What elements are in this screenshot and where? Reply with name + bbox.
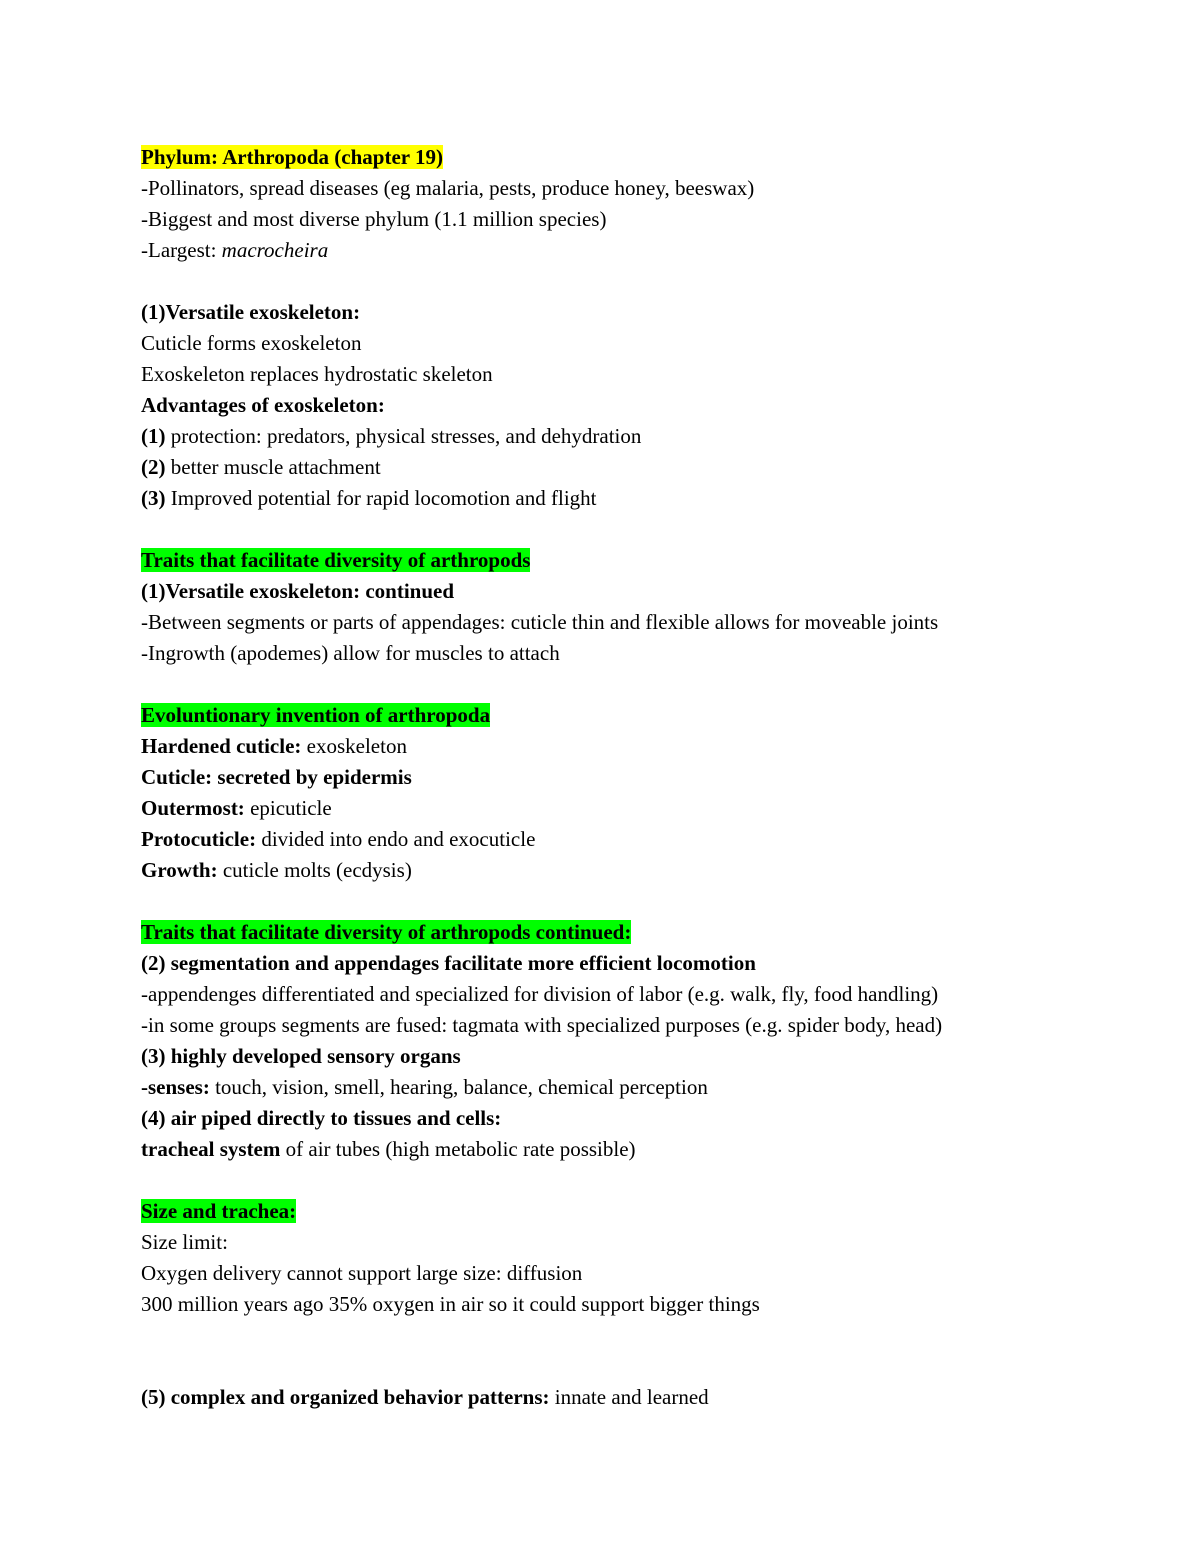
size-line-1: Size limit: [141, 1230, 228, 1254]
document-page [141, 142, 1141, 1413]
sensory-heading: (3) highly developed sensory organs [141, 1044, 461, 1068]
advantage-text: Improved potential for rapid locomotion and flight [165, 486, 597, 510]
advantages-heading-line [141, 390, 1141, 421]
advantage-text: protection: predators, physical stresses, and dehydration [165, 424, 642, 448]
advantage-text: better muscle attachment [165, 455, 381, 479]
evolution-item [141, 762, 1141, 793]
evolution-heading-line [141, 700, 1141, 731]
size-line-3: 300 million years ago 35% oxygen in air so it could support bigger things [141, 1292, 760, 1316]
tracheal-label: tracheal system [141, 1137, 281, 1161]
behavior-text: innate and learned [549, 1385, 709, 1409]
advantage-number: (1) [141, 424, 166, 448]
largest-species: macrocheira [221, 238, 329, 262]
evolution-item-label: Cuticle: secreted by epidermis [141, 765, 412, 789]
exoskeleton-heading-line [141, 297, 1141, 328]
evolution-item-label: Outermost: [141, 796, 245, 820]
behavior-line [141, 1382, 1141, 1413]
evolution-item-text: divided into endo and exocuticle [256, 827, 536, 851]
segmentation-heading: (2) segmentation and appendages facilitate more efficient locomotion [141, 951, 756, 975]
exoskeleton-line-1: Cuticle forms exoskeleton [141, 331, 362, 355]
spacer [141, 1165, 1141, 1196]
evolution-item-text: exoskeleton [301, 734, 407, 758]
tagmata-line: -in some groups segments are fused: tagmata with specialized purposes (e.g. spider body, head) [141, 1013, 943, 1037]
evolution-item [141, 824, 1141, 855]
evolution-item-text: cuticle molts (ecdysis) [217, 858, 412, 882]
appendages-line: -appendenges differentiated and specialized for division of labor (e.g. walk, fly, food handling) [141, 982, 939, 1006]
senses-label: -senses: [141, 1075, 210, 1099]
senses-line [141, 1072, 1141, 1103]
largest-label: -Largest: [141, 238, 222, 262]
evolution-item-text: epicuticle [244, 796, 332, 820]
traits-heading-line [141, 545, 1141, 576]
evolution-item [141, 855, 1141, 886]
advantages-heading: Advantages of exoskeleton: [141, 393, 385, 417]
size-line-2: Oxygen delivery cannot support large size: diffusion [141, 1261, 583, 1285]
traits-line-1: -Between segments or parts of appendages: cuticle thin and flexible allows for moveable joints [141, 610, 939, 634]
tracheal-line [141, 1134, 1141, 1165]
spacer [141, 886, 1141, 917]
segmentation-line [141, 948, 1141, 979]
spacer [141, 669, 1141, 700]
advantage-item [141, 421, 1141, 452]
behavior-label: (5) complex and organized behavior patterns: [141, 1385, 550, 1409]
advantage-number: (3) [141, 486, 166, 510]
traits-sub-line [141, 576, 1141, 607]
evolution-item [141, 793, 1141, 824]
evolution-item-label: Hardened cuticle: [141, 734, 302, 758]
advantage-item [141, 483, 1141, 514]
air-heading: (4) air piped directly to tissues and cells: [141, 1106, 502, 1130]
evolution-heading: Evoluntionary invention of arthropoda [141, 703, 491, 727]
section-phylum-heading-line [141, 142, 1141, 173]
traits-continued-heading-line [141, 917, 1141, 948]
air-line [141, 1103, 1141, 1134]
traits-heading: Traits that facilitate diversity of arthropods [141, 548, 531, 572]
size-heading: Size and trachea: [141, 1199, 297, 1223]
phylum-line-2: -Biggest and most diverse phylum (1.1 million species) [141, 207, 607, 231]
spacer [141, 1320, 1141, 1382]
evolution-item-label: Growth: [141, 858, 218, 882]
traits-continued-heading: Traits that facilitate diversity of arthropods continued: [141, 920, 632, 944]
phylum-line-3 [141, 235, 1141, 266]
phylum-line-1: -Pollinators, spread diseases (eg malaria, pests, produce honey, beeswax) [141, 176, 755, 200]
traits-subheading: (1)Versatile exoskeleton: continued [141, 579, 455, 603]
traits-line-2: -Ingrowth (apodemes) allow for muscles to attach [141, 641, 560, 665]
evolution-item-label: Protocuticle: [141, 827, 257, 851]
advantage-item [141, 452, 1141, 483]
tracheal-text: of air tubes (high metabolic rate possible) [280, 1137, 636, 1161]
evolution-item [141, 731, 1141, 762]
size-heading-line [141, 1196, 1141, 1227]
exoskeleton-heading: (1)Versatile exoskeleton: [141, 300, 361, 324]
phylum-heading: Phylum: Arthropoda (chapter 19) [141, 145, 443, 169]
spacer [141, 514, 1141, 545]
spacer [141, 266, 1141, 297]
sensory-line [141, 1041, 1141, 1072]
advantage-number: (2) [141, 455, 166, 479]
exoskeleton-line-2: Exoskeleton replaces hydrostatic skeleton [141, 362, 493, 386]
senses-text: touch, vision, smell, hearing, balance, chemical perception [209, 1075, 708, 1099]
